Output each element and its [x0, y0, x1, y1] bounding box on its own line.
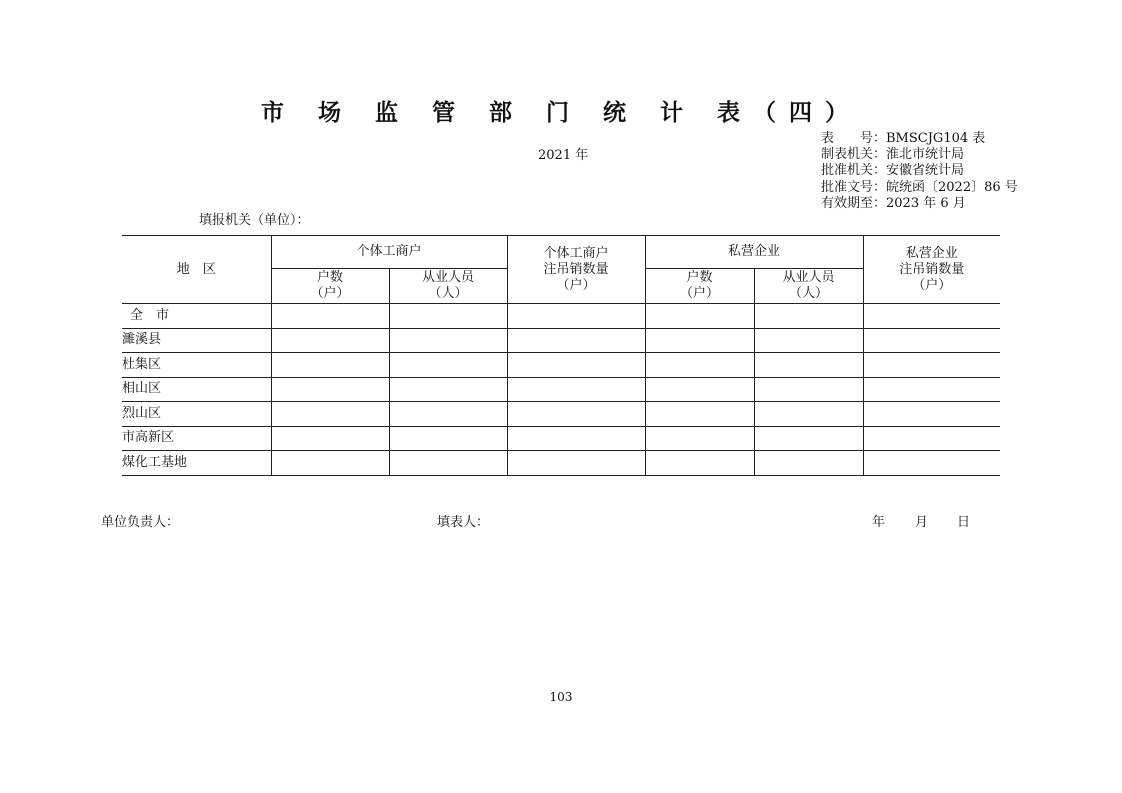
report-title: 市 场 监 管 部 门 统 计 表（四）: [260, 99, 862, 126]
header-line: 注吊销数量: [899, 261, 965, 277]
header-line: （户）: [912, 277, 952, 293]
header-line: （户）: [556, 277, 596, 293]
data-cell[interactable]: [507, 402, 645, 427]
table-row: [122, 402, 1000, 427]
data-cell[interactable]: [389, 451, 507, 476]
data-cell[interactable]: [645, 328, 754, 353]
data-cell[interactable]: [271, 353, 389, 378]
data-cell[interactable]: [863, 304, 1000, 329]
region-name: 煤化工基地: [122, 451, 271, 476]
header-line: 注吊销数量: [543, 261, 609, 277]
individual-households-header: [271, 269, 389, 304]
private-households-header: [645, 269, 754, 304]
region-name: 濉溪县: [122, 328, 271, 353]
data-cell[interactable]: [863, 426, 1000, 451]
data-cell[interactable]: [645, 426, 754, 451]
data-cell[interactable]: [507, 328, 645, 353]
data-cell[interactable]: [507, 451, 645, 476]
form-number: 表 号：BMSCJG104 表: [821, 131, 986, 146]
page-number: 103: [549, 690, 573, 704]
individual-business-header: 个体工商户: [271, 236, 507, 269]
filling-unit-label: 填报机关（单位）：: [199, 213, 310, 228]
header-line: （人）: [789, 286, 829, 301]
data-cell[interactable]: [863, 451, 1000, 476]
data-cell[interactable]: [271, 377, 389, 402]
data-cell[interactable]: [507, 304, 645, 329]
header-line: 户数: [686, 270, 713, 285]
valid-until: 有效期至：2023 年 6 月: [821, 195, 966, 211]
header-line: 从业人员: [782, 270, 835, 285]
header-line: （户）: [310, 286, 350, 301]
table-row: [122, 451, 1000, 476]
data-cell[interactable]: [271, 328, 389, 353]
region-name: 全 市: [122, 304, 271, 329]
table-row: [122, 304, 1000, 329]
data-cell[interactable]: [389, 377, 507, 402]
region-name: 烈山区: [122, 402, 271, 427]
region-name: 相山区: [122, 377, 271, 402]
data-cell[interactable]: [271, 402, 389, 427]
private-cancel-header: [863, 236, 1000, 304]
date-day-label: 日: [957, 515, 971, 530]
data-cell[interactable]: [754, 328, 863, 353]
data-cell[interactable]: [754, 451, 863, 476]
responsible-person-label: 单位负责人：: [101, 515, 180, 530]
table-row: [122, 426, 1000, 451]
data-cell[interactable]: [754, 353, 863, 378]
data-cell[interactable]: [754, 402, 863, 427]
data-cell[interactable]: [389, 353, 507, 378]
individual-employees-header: [389, 269, 507, 304]
data-cell[interactable]: [271, 304, 389, 329]
table-row: [122, 353, 1000, 378]
header-line: （人）: [428, 286, 468, 301]
region-name: 市高新区: [122, 426, 271, 451]
header-line: 个体工商户: [543, 245, 609, 261]
table-row: [122, 377, 1000, 402]
data-cell[interactable]: [645, 353, 754, 378]
private-employees-header: [754, 269, 863, 304]
region-header: 地 区: [122, 236, 271, 304]
data-cell[interactable]: [507, 377, 645, 402]
data-cell[interactable]: [389, 426, 507, 451]
header-line: （户）: [680, 286, 720, 301]
approving-agency: 批准机关：安徽省统计局: [821, 163, 965, 179]
data-cell[interactable]: [863, 328, 1000, 353]
data-cell[interactable]: [507, 426, 645, 451]
report-metadata: [821, 131, 1018, 212]
issuing-agency: 制表机关：淮北市统计局: [821, 147, 965, 163]
filled-by-label: 填表人：: [437, 515, 490, 530]
data-cell[interactable]: [863, 377, 1000, 402]
data-cell[interactable]: [645, 402, 754, 427]
header-line: 私营企业: [905, 245, 958, 261]
date-month-label: 月: [915, 515, 929, 530]
table-row: [122, 328, 1000, 353]
data-cell[interactable]: [389, 328, 507, 353]
data-cell[interactable]: [645, 377, 754, 402]
data-cell[interactable]: [754, 377, 863, 402]
private-enterprise-header: 私营企业: [645, 236, 863, 269]
header-line: 从业人员: [422, 270, 475, 285]
report-year: 2021 年: [538, 148, 589, 163]
data-cell[interactable]: [271, 426, 389, 451]
data-cell[interactable]: [389, 402, 507, 427]
approval-document: 批准文号：皖统函〔2022〕86 号: [821, 179, 1018, 195]
header-line: 户数: [316, 270, 343, 285]
data-cell[interactable]: [754, 426, 863, 451]
data-cell[interactable]: [645, 304, 754, 329]
data-cell[interactable]: [754, 304, 863, 329]
data-cell[interactable]: [863, 353, 1000, 378]
data-cell[interactable]: [507, 353, 645, 378]
date-year-label: 年: [872, 515, 886, 530]
individual-cancel-header: [507, 236, 645, 304]
data-cell[interactable]: [271, 451, 389, 476]
data-cell[interactable]: [389, 304, 507, 329]
data-cell[interactable]: [645, 451, 754, 476]
region-name: 杜集区: [122, 353, 271, 378]
data-cell[interactable]: [863, 402, 1000, 427]
statistics-table: [122, 235, 1000, 476]
